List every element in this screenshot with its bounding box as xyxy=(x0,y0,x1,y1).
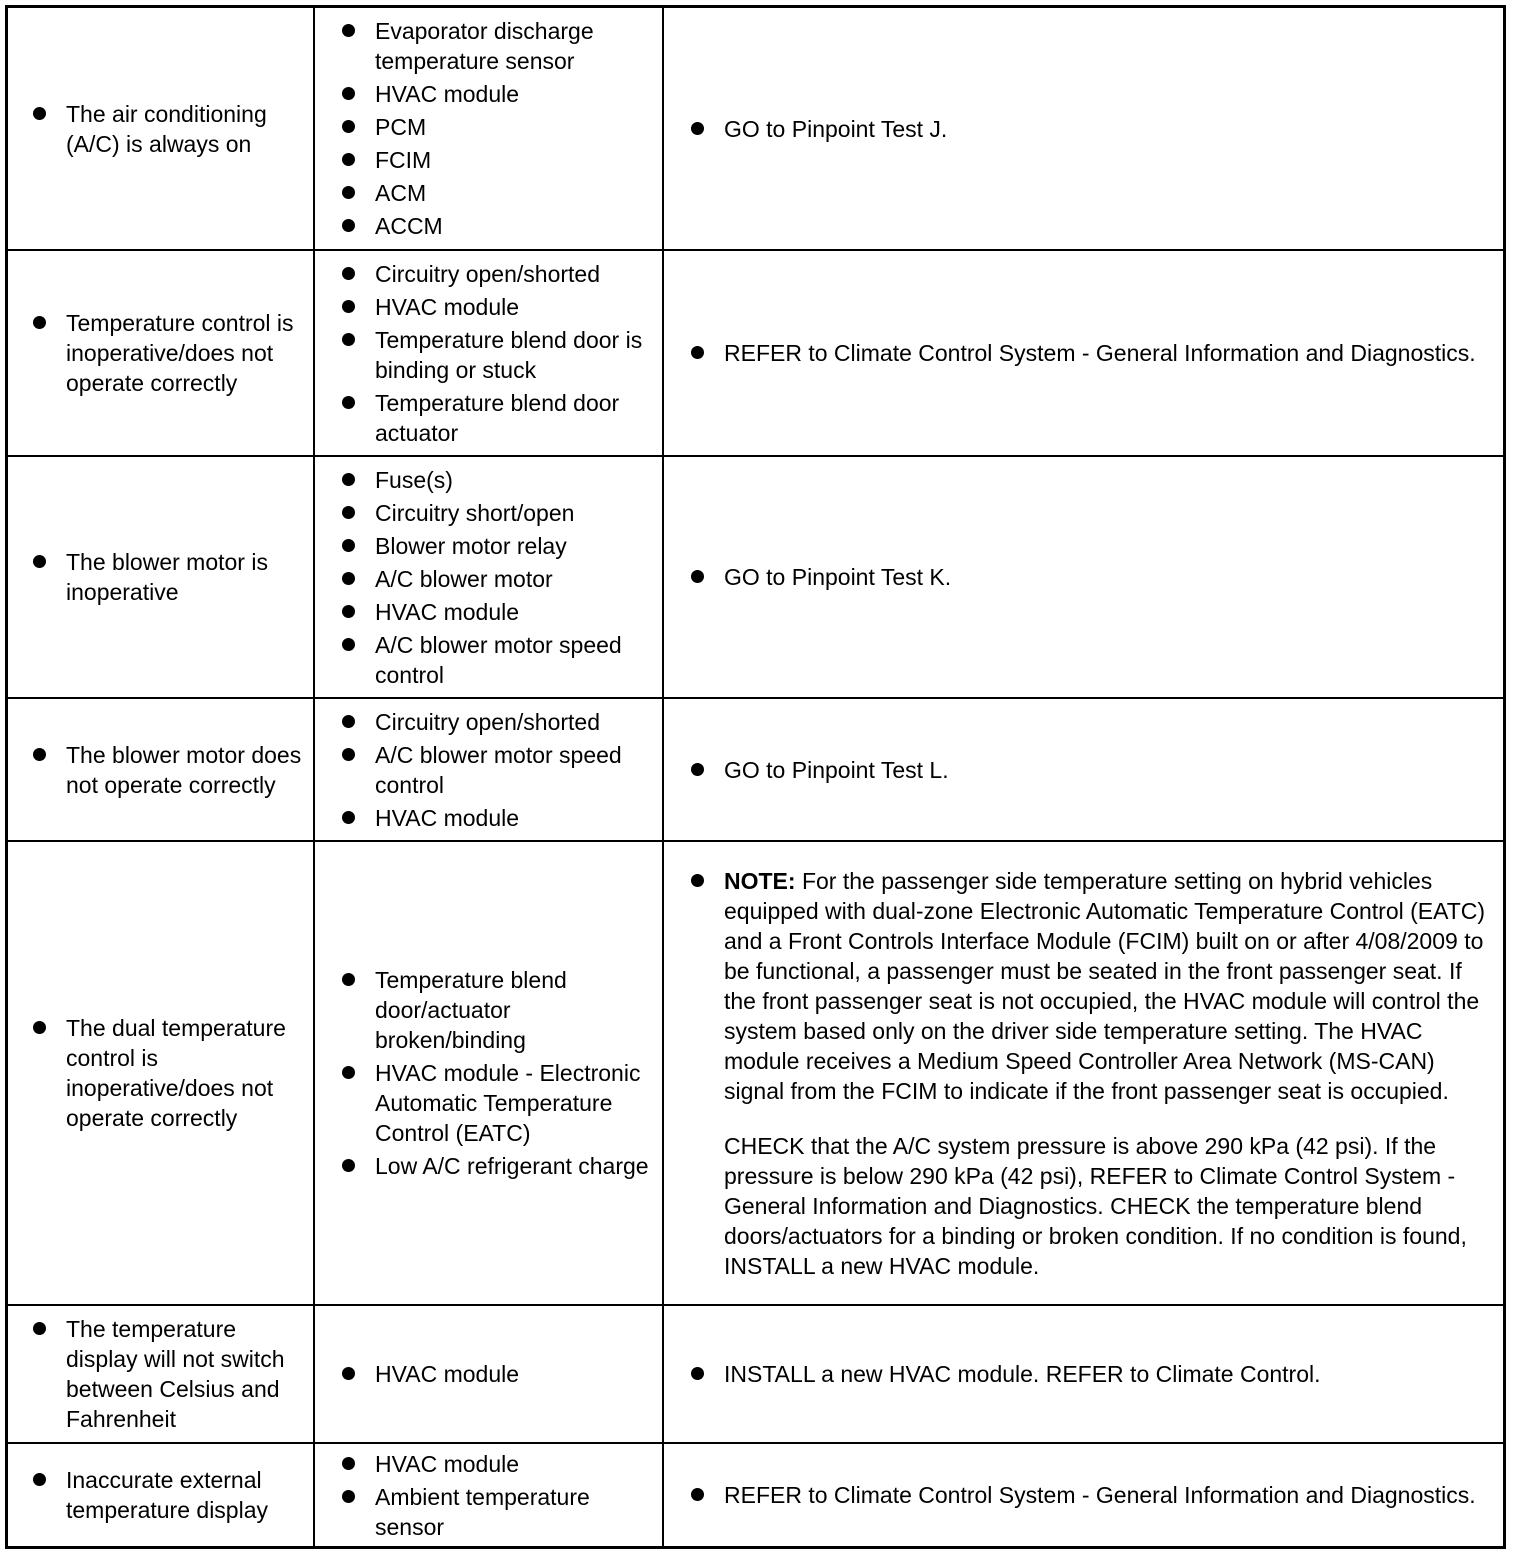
source-item: Circuitry short/open xyxy=(339,498,652,528)
bullet-icon xyxy=(342,572,355,585)
symptom-cell xyxy=(8,842,315,1304)
symptom-cell xyxy=(8,457,315,697)
source-item: HVAC module xyxy=(339,597,652,627)
source-cell xyxy=(315,1444,664,1546)
bullet-icon xyxy=(342,300,355,313)
source-item: Circuitry open/shorted xyxy=(339,707,652,737)
bullet-icon xyxy=(342,748,355,761)
bullet-icon xyxy=(342,267,355,280)
source-item: Temperature blend door/actuator broken/binding xyxy=(339,965,652,1055)
bullet-icon xyxy=(342,333,355,346)
source-cell xyxy=(315,8,664,249)
bullet-icon xyxy=(342,120,355,133)
symptom-item: The blower motor is inoperative xyxy=(30,547,307,607)
table-row xyxy=(8,842,1503,1306)
symptom-cell xyxy=(8,251,315,455)
symptom-item: The air conditioning (A/C) is always on xyxy=(30,99,307,159)
action-item: GO to Pinpoint Test L. xyxy=(688,755,1497,785)
bullet-icon xyxy=(342,1159,355,1172)
source-cell xyxy=(315,457,664,697)
action-cell xyxy=(664,699,1503,840)
action-cell xyxy=(664,842,1503,1304)
symptom-item: Inaccurate external temperature display xyxy=(30,1465,307,1525)
source-item: Ambient temperature sensor xyxy=(339,1482,652,1542)
action-cell xyxy=(664,251,1503,455)
bullet-icon xyxy=(691,1367,704,1380)
source-item: HVAC module - Electronic Automatic Temperature Control (EATC) xyxy=(339,1058,652,1148)
bullet-icon xyxy=(342,219,355,232)
source-item: Temperature blend door is binding or stuck xyxy=(339,325,652,385)
source-cell xyxy=(315,1306,664,1442)
bullet-icon xyxy=(342,24,355,37)
note-text: For the passenger side temperature setting on hybrid vehicles equipped with dual-zone Electronic Automatic Temperature Control (EATC) and a Front Controls Interface Module (FCIM) built on or after 4/08/2009 to be functional, a passenger must be seated in the front passenger seat. If the front passenger seat is not occupied, the HVAC module will control the system based only on the driver side temperature setting. The HVAC module receives a Medium Speed Controller Area Network (MS-CAN) signal from the FCIM to indicate if the front passenger seat is occupied. xyxy=(724,867,1486,1104)
source-item: A/C blower motor speed control xyxy=(339,740,652,800)
symptom-item: The temperature display will not switch between Celsius and Fahrenheit xyxy=(30,1314,307,1434)
bullet-icon xyxy=(342,638,355,651)
source-cell xyxy=(315,842,664,1304)
symptom-item: The blower motor does not operate correctly xyxy=(30,740,307,800)
diagnostic-table xyxy=(5,5,1506,1549)
bullet-icon xyxy=(33,748,46,761)
table-row xyxy=(8,1444,1503,1546)
source-item: HVAC module xyxy=(339,1359,652,1389)
action-item: REFER to Climate Control System - General Information and Diagnostics. xyxy=(688,338,1497,368)
source-item: FCIM xyxy=(339,145,652,175)
source-item: A/C blower motor xyxy=(339,564,652,594)
symptom-cell xyxy=(8,699,315,840)
bullet-icon xyxy=(342,715,355,728)
symptom-cell xyxy=(8,8,315,249)
bullet-icon xyxy=(342,87,355,100)
bullet-icon xyxy=(33,1322,46,1335)
action-cell xyxy=(664,1444,1503,1546)
table-row xyxy=(8,457,1503,699)
bullet-icon xyxy=(342,1457,355,1470)
source-item: HVAC module xyxy=(339,79,652,109)
bullet-icon xyxy=(33,1473,46,1486)
source-item: A/C blower motor speed control xyxy=(339,630,652,690)
table-row xyxy=(8,1306,1503,1444)
check-paragraph: CHECK that the A/C system pressure is above 290 kPa (42 psi). If the pressure is below 290 kPa (42 psi), REFER to Climate Control System - General Information and Diagnostics. CHECK the temperature blend doors/actuators for a binding or broken condition. If no condition is found, INSTALL a new HVAC module. xyxy=(724,1132,1467,1279)
bullet-icon xyxy=(342,396,355,409)
action-item: REFER to Climate Control System - General Information and Diagnostics. xyxy=(688,1480,1497,1510)
action-item: GO to Pinpoint Test K. xyxy=(688,562,1497,592)
symptom-cell xyxy=(8,1444,315,1546)
bullet-icon xyxy=(342,973,355,986)
action-item: INSTALL a new HVAC module. REFER to Climate Control. xyxy=(688,1359,1497,1389)
source-item: ACCM xyxy=(339,211,652,241)
bullet-icon xyxy=(342,605,355,618)
bullet-icon xyxy=(342,1066,355,1079)
bullet-icon xyxy=(342,539,355,552)
table-row xyxy=(8,699,1503,842)
bullet-icon xyxy=(342,186,355,199)
bullet-icon xyxy=(691,763,704,776)
action-item xyxy=(688,866,1497,1281)
bullet-icon xyxy=(342,1490,355,1503)
symptom-item: Temperature control is inoperative/does not operate correctly xyxy=(30,308,307,398)
bullet-icon xyxy=(33,107,46,120)
bullet-icon xyxy=(691,570,704,583)
source-item: HVAC module xyxy=(339,803,652,833)
bullet-icon xyxy=(342,506,355,519)
source-item: Fuse(s) xyxy=(339,465,652,495)
source-item: Circuitry open/shorted xyxy=(339,259,652,289)
bullet-icon xyxy=(342,473,355,486)
source-cell xyxy=(315,699,664,840)
bullet-icon xyxy=(342,1367,355,1380)
bullet-icon xyxy=(691,1488,704,1501)
action-item: GO to Pinpoint Test J. xyxy=(688,114,1497,144)
table-row xyxy=(8,8,1503,251)
bullet-icon xyxy=(33,316,46,329)
action-cell xyxy=(664,457,1503,697)
source-item: Evaporator discharge temperature sensor xyxy=(339,16,652,76)
note-paragraph xyxy=(724,866,1497,1106)
source-item: ACM xyxy=(339,178,652,208)
source-item: HVAC module xyxy=(339,292,652,322)
source-item: Temperature blend door actuator xyxy=(339,388,652,448)
bullet-icon xyxy=(691,874,704,887)
action-cell xyxy=(664,1306,1503,1442)
bullet-icon xyxy=(342,811,355,824)
bullet-icon xyxy=(33,1021,46,1034)
table-row xyxy=(8,251,1503,457)
bullet-icon xyxy=(342,153,355,166)
source-item: Blower motor relay xyxy=(339,531,652,561)
note-label: NOTE: xyxy=(724,867,796,894)
bullet-icon xyxy=(691,346,704,359)
symptom-item: The dual temperature control is inoperative/does not operate correctly xyxy=(30,1013,307,1133)
source-item: HVAC module xyxy=(339,1449,652,1479)
bullet-icon xyxy=(691,122,704,135)
source-item: PCM xyxy=(339,112,652,142)
source-cell xyxy=(315,251,664,455)
source-item: Low A/C refrigerant charge xyxy=(339,1151,652,1181)
bullet-icon xyxy=(33,555,46,568)
symptom-cell xyxy=(8,1306,315,1442)
action-cell xyxy=(664,8,1503,249)
